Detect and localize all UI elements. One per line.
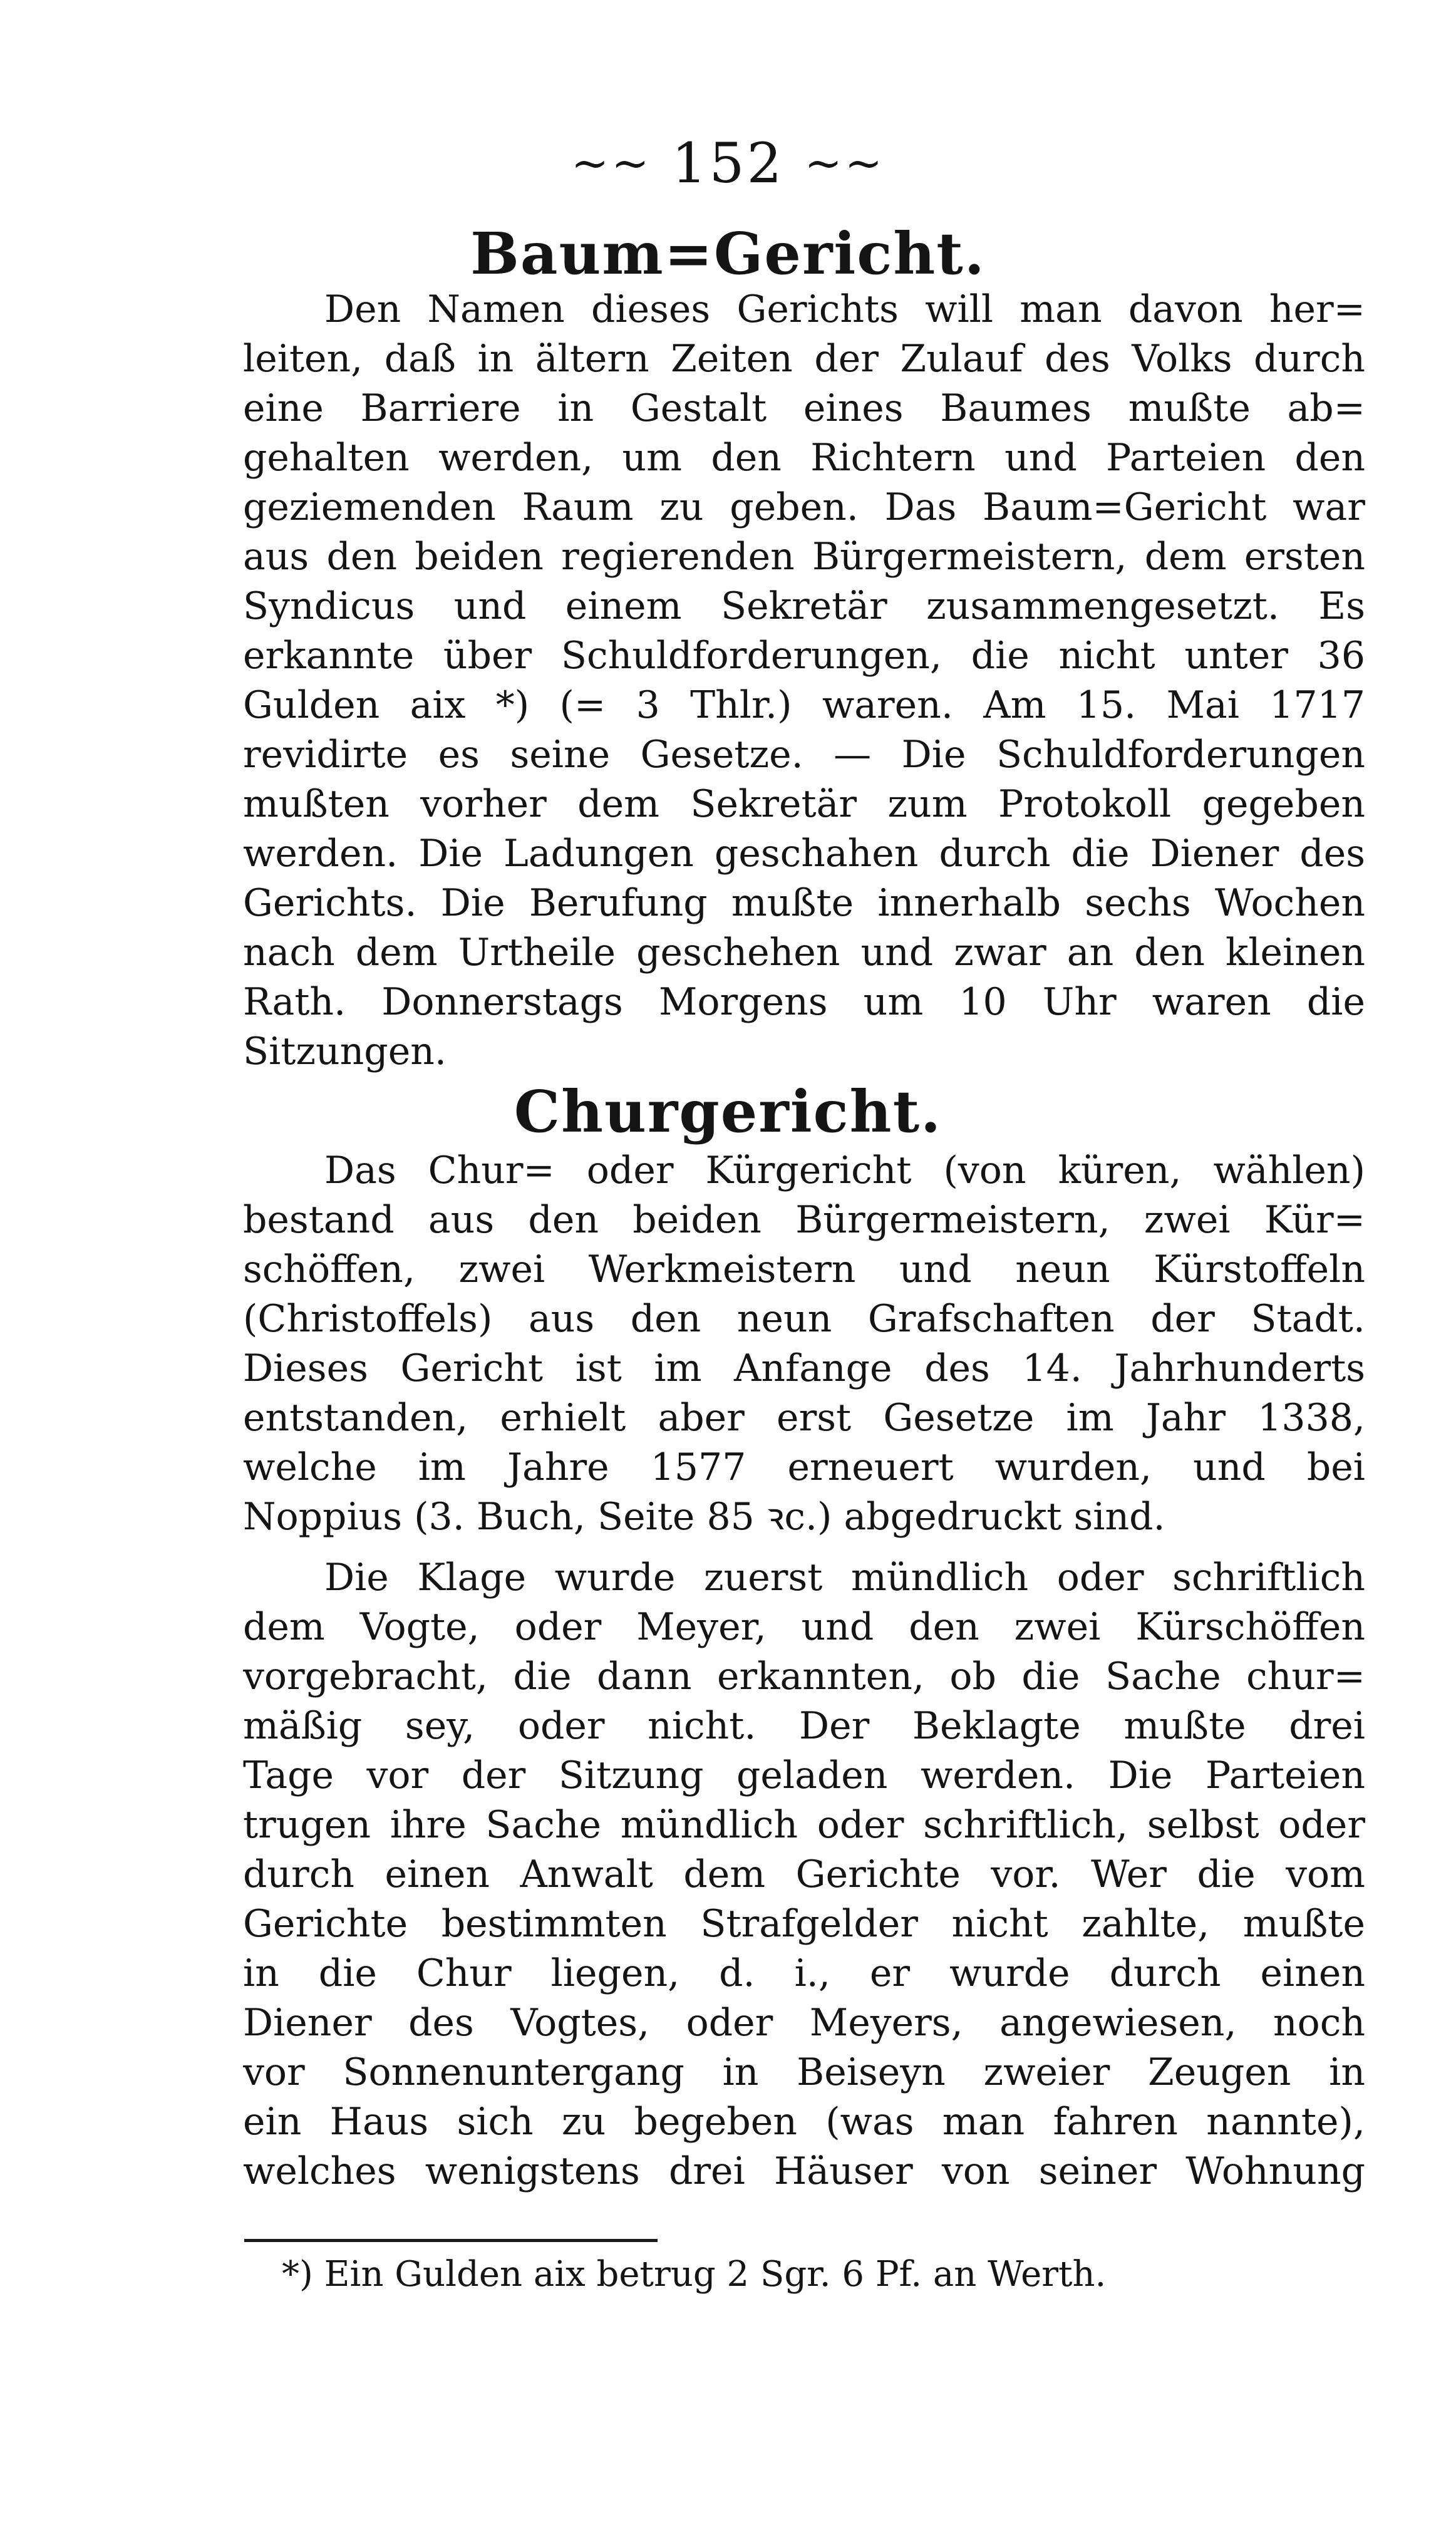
text-line: schöffen, zwei Werkmeistern und neun Kürstoffeln xyxy=(243,1248,1365,1291)
text-line: Die Klage wurde zuerst mündlich oder schriftlich xyxy=(324,1556,1365,1599)
text-line: vorgebracht, die dann erkannten, ob die Sache chur= xyxy=(243,1655,1365,1698)
text-line: aus den beiden regierenden Bürgermeistern, dem ersten xyxy=(243,535,1365,579)
text-line: entstanden, erhielt aber erst Gesetze im Jahr 1338, xyxy=(243,1396,1365,1440)
text-line: Dieses Gericht ist im Anfange des 14. Jahrhunderts xyxy=(243,1346,1365,1390)
text-line: dem Vogte, oder Meyer, und den zwei Kürschöffen xyxy=(243,1605,1365,1649)
text-line: Tage vor der Sitzung geladen werden. Die Parteien xyxy=(243,1754,1365,1797)
text-line: ein Haus sich zu begeben (was man fahren nannte), xyxy=(243,2100,1365,2144)
text-line: eine Barriere in Gestalt eines Baumes mußte ab= xyxy=(243,386,1365,430)
text-line: mußten vorher dem Sekretär zum Protokoll gegeben xyxy=(243,782,1365,826)
text-line: nach dem Urtheile geschehen und zwar an den kleinen xyxy=(243,931,1365,974)
text-line: trugen ihre Sache mündlich oder schriftlich, selbst oder xyxy=(243,1803,1365,1847)
page-number-ornament-left: ~~ xyxy=(571,137,652,189)
footnote: *) Ein Gulden aix betrug 2 Sgr. 6 Pf. an Werth. xyxy=(282,2254,1107,2295)
paragraph-churgericht-2 xyxy=(243,1553,1365,2196)
text-line: Rath. Donnerstags Morgens um 10 Uhr waren die xyxy=(243,980,1365,1024)
text-line: welche im Jahre 1577 erneuert wurden, und bei xyxy=(243,1445,1365,1489)
text-line: durch einen Anwalt dem Gerichte vor. Wer die vom xyxy=(243,1853,1365,1896)
text-line: geziemenden Raum zu geben. Das Baum=Gericht war xyxy=(243,485,1365,529)
text-line: Syndicus und einem Sekretär zusammengesetzt. Es xyxy=(243,584,1365,628)
text-line: Das Chur= oder Kürgericht (von küren, wählen) xyxy=(324,1149,1365,1192)
paragraph-baum-gericht xyxy=(243,285,1365,1077)
text-line: welches wenigstens drei Häuser von seiner Wohnung xyxy=(243,2149,1365,2193)
text-line: revidirte es seine Gesetze. — Die Schuldforderungen xyxy=(243,733,1365,777)
text-line: Gerichte bestimmten Strafgelder nicht zahlte, mußte xyxy=(243,1902,1365,1946)
text-line: mäßig sey, oder nicht. Der Beklagte mußte drei xyxy=(243,1704,1365,1748)
text-line: Diener des Vogtes, oder Meyers, angewiesen, noch xyxy=(243,2001,1365,2045)
page-number-value: 152 xyxy=(671,131,785,195)
text-line: Den Namen dieses Gerichts will man davon her= xyxy=(324,287,1365,331)
text-line: Sitzungen. xyxy=(243,1030,447,1073)
text-line: leiten, daß in ältern Zeiten der Zulauf des Volks durch xyxy=(243,337,1365,381)
section-heading-baum-gericht: Baum=Gericht. xyxy=(470,220,986,287)
text-line: Noppius (3. Buch, Seite 85 ꝛc.) abgedruckt sind. xyxy=(243,1495,1165,1539)
text-line: vor Sonnenuntergang in Beiseyn zweier Zeugen in xyxy=(243,2050,1365,2094)
text-line: (Christoffels) aus den neun Grafschaften der Stadt. xyxy=(243,1297,1365,1341)
text-line: in die Chur liegen, d. i., er wurde durch einen xyxy=(243,1951,1365,1995)
text-line: Gulden aix *) (= 3 Thlr.) waren. Am 15. Mai 1717 xyxy=(243,683,1365,727)
page-number xyxy=(0,128,1456,198)
paragraph-churgericht-1 xyxy=(243,1146,1365,1542)
text-line: gehalten werden, um den Richtern und Parteien den xyxy=(243,436,1365,480)
section-heading-churgericht: Churgericht. xyxy=(514,1078,942,1145)
text-line: erkannte über Schuldforderungen, die nicht unter 36 xyxy=(243,634,1365,678)
page-number-ornament-right: ~~ xyxy=(804,137,885,189)
text-line: bestand aus den beiden Bürgermeistern, zwei Kür= xyxy=(243,1198,1365,1242)
text-line: Gerichts. Die Berufung mußte innerhalb sechs Wochen xyxy=(243,881,1365,925)
footnote-divider xyxy=(244,2239,658,2242)
text-line: werden. Die Ladungen geschahen durch die Diener des xyxy=(243,832,1365,876)
